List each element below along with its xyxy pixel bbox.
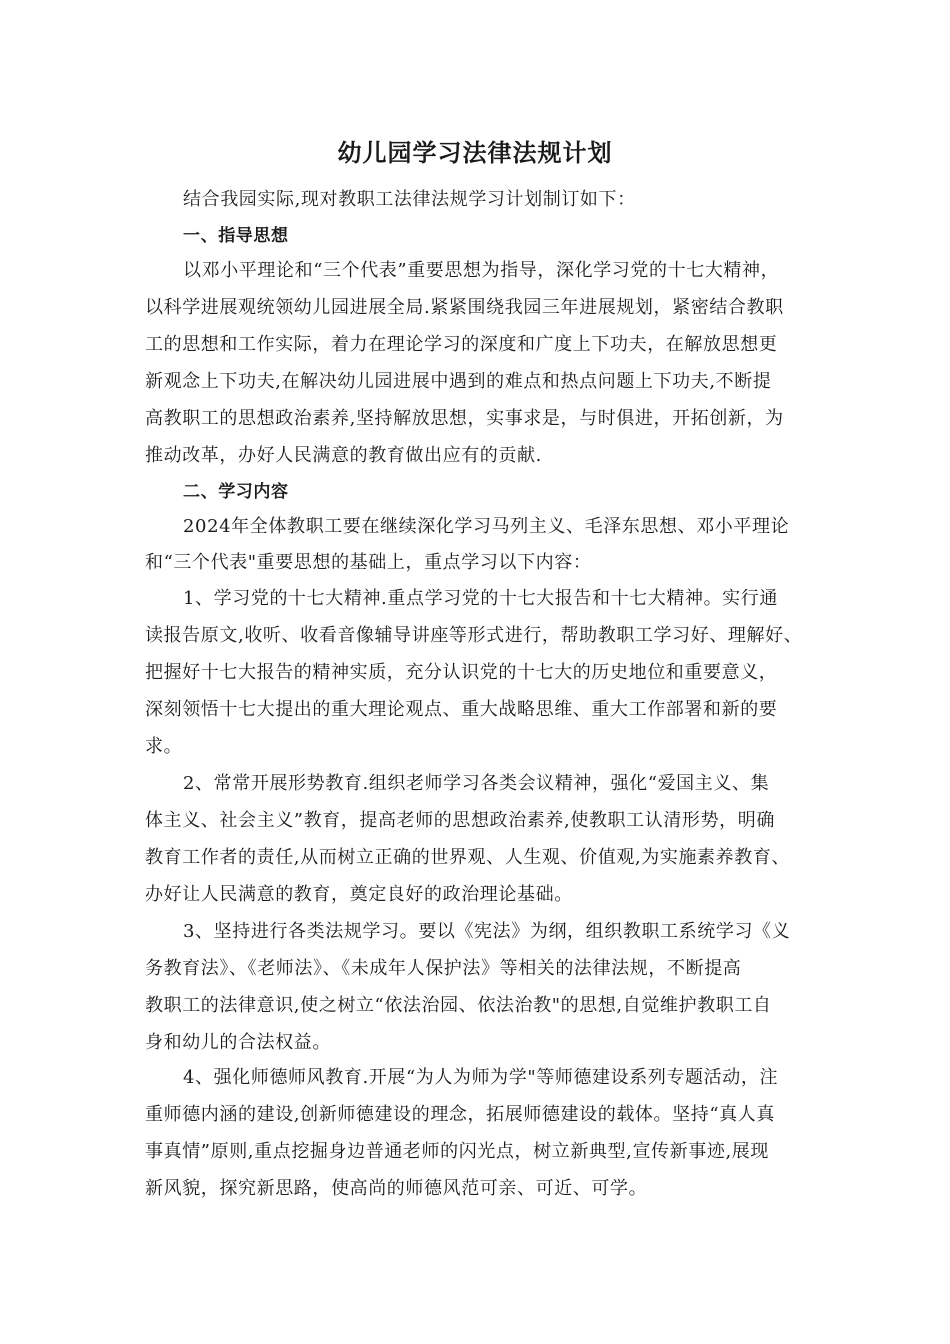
list-item-line: 身和幼儿的合法权益。 (145, 1032, 331, 1053)
list-item-line: 读报告原文,收听、收看音像辅导讲座等形式进行，帮助教职工学习好、理解好、 (145, 625, 803, 646)
list-item-line: 4、强化师德师风教育.开展“为人为师为学"等师德建设系列专题活动，注 (183, 1067, 779, 1088)
paragraph-line: 推动改革，办好人民满意的教育做出应有的贡献. (145, 445, 542, 466)
paragraph-line: 和“三个代表"重要思想的基础上，重点学习以下内容： (145, 552, 592, 573)
list-item-line: 新风貌，探究新思路，使高尚的师德风范可亲、可近、可学。 (145, 1178, 648, 1199)
list-item-line: 3、坚持进行各类法规学习。要以《宪法》为纲，组织教职工系统学习《义 (183, 921, 791, 942)
intro-paragraph: 结合我园实际,现对教职工法律法规学习计划制订如下： (183, 189, 636, 210)
list-item-line: 1、学习党的十七大精神.重点学习党的十七大报告和十七大精神。实行通 (183, 588, 778, 609)
list-item-line: 办好让人民满意的教育，奠定良好的政治理论基础。 (145, 884, 573, 905)
paragraph-line: 高教职工的思想政治素养,坚持解放思想，实事求是，与时俱进，开拓创新，为 (145, 408, 784, 429)
list-item-line: 把握好十七大报告的精神实质，充分认识党的十七大的历史地位和重要意义， (145, 662, 778, 683)
paragraph-line: 工的思想和工作实际，着力在理论学习的深度和广度上下功夫，在解放思想更 (145, 334, 778, 355)
list-item-line: 务教育法》、《老师法》、《未成年人保护法》等相关的法律法规，不断提高 (145, 958, 742, 979)
section-heading-study-content: 二、学习内容 (183, 482, 289, 502)
list-item-line: 重师德内涵的建设,创新师德建设的理念，拓展师德建设的载体。坚持“真人真 (145, 1104, 775, 1125)
paragraph-line: 以邓小平理论和“三个代表”重要思想为指导，深化学习党的十七大精神， (183, 260, 780, 281)
list-item-line: 2、常常开展形势教育.组织老师学习各类会议精神，强化“爱国主义、集 (183, 773, 770, 794)
list-item-line: 深刻领悟十七大提出的重大理论观点、重大战略思维、重大工作部署和新的要 (145, 699, 778, 720)
list-item-line: 教职工的法律意识,使之树立“依法治园、依法治教"的思想,自觉维护教职工自 (145, 995, 772, 1016)
document-title: 幼儿园学习法律法规计划 (337, 138, 613, 167)
paragraph-line: 新观念上下功夫,在解决幼儿园进展中遇到的难点和热点问题上下功夫,不断提 (145, 371, 772, 392)
paragraph-line: 以科学进展观统领幼儿园进展全局.紧紧围绕我园三年进展规划，紧密结合教职 (145, 297, 784, 318)
paragraph-line: 2024年全体教职工要在继续深化学习马列主义、毛泽东思想、邓小平理论 (183, 516, 790, 537)
section-heading-guiding-ideology: 一、指导思想 (183, 226, 289, 246)
list-item-line: 体主义、社会主义”教育，提高老师的思想政治素养,使教职工认清形势，明确 (145, 810, 775, 831)
list-item-line: 教育工作者的责任,从而树立正确的世界观、人生观、价值观,为实施素养教育、 (145, 847, 791, 868)
list-item-line: 求。 (145, 736, 183, 757)
list-item-line: 事真情”原则,重点挖掘身边普通老师的闪光点，树立新典型,宣传新事迹,展现 (145, 1141, 769, 1162)
